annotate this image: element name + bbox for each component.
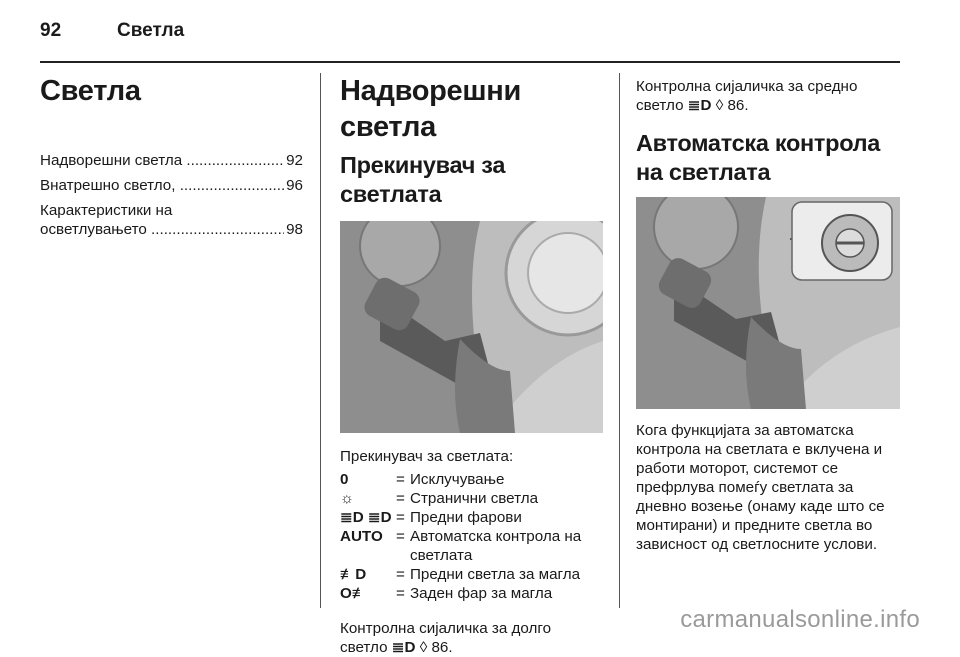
low-beam-indicator-note: Контролна сијаличка за средно светло ≣D ◊ 86.	[636, 78, 858, 114]
header-rule	[40, 61, 900, 63]
table-of-contents	[40, 151, 303, 239]
auto-icon: AUTO	[340, 528, 383, 545]
chapter-toc-column	[40, 73, 303, 245]
legend-item-sidelights: ☼ = Странични светла	[340, 490, 539, 507]
high-beam-indicator-note: Контролна сијаличка за долго светло ≣D ◊ 86.	[340, 620, 552, 656]
toc-entry-interior-lighting[interactable]	[40, 176, 303, 195]
legend-item-auto: AUTO = Автоматска контрола на светлата	[340, 528, 582, 564]
high-beam-icon: ≣D	[391, 639, 416, 656]
toc-entry-title: Внатрешно светло, .....	[40, 176, 284, 195]
switch-caption: Прекинувач за светлата:	[340, 448, 514, 465]
toc-entry-page: 96	[286, 177, 303, 194]
off-icon: 0	[340, 471, 349, 488]
light-switch-subheading: Прекинувач за светлата	[340, 152, 506, 207]
automatic-light-control-column	[636, 73, 900, 554]
light-switch-photo	[340, 221, 603, 433]
auto-control-description: Кога функцијата за автоматска контрола на светлата е вклучена и работи моторот, системот се префрлува помеѓу светлата за дневно возење (онаму каде што се монтирани) и предните светла во зависност од светлосните услови.	[636, 422, 885, 553]
toc-entry-title: Надворешни светла .....	[40, 151, 284, 170]
chapter-title: Светла	[40, 75, 141, 107]
toc-entry-title-line2: осветлувањето .....	[40, 220, 284, 239]
header-title: Светла	[117, 20, 185, 41]
legend-item-headlights: ≣D ≣D = Предни фарови	[340, 509, 522, 526]
exterior-lights-column	[340, 73, 603, 657]
page-number: 92	[40, 20, 62, 41]
section-heading: Надворешни светла	[340, 75, 521, 143]
toc-entry-page: 98	[286, 221, 303, 238]
legend-item-off: 0 = Исклучување	[340, 471, 505, 488]
cross-reference-icon: ◊	[715, 97, 724, 114]
low-beam-icon: ≣D	[687, 97, 712, 114]
legend-item-front-fog: ≢D = Предни светла за магла	[340, 566, 581, 583]
auto-light-switch-photo	[636, 197, 900, 409]
column-divider-left	[320, 73, 321, 608]
column-divider-right	[619, 73, 620, 608]
toc-entry-title-line1: Карактеристики на	[40, 202, 173, 219]
auto-control-heading: Автоматска контрола на светлата	[636, 130, 881, 185]
toc-entry-lighting-features[interactable]	[40, 201, 303, 239]
rear-fog-icon: O≢	[340, 585, 368, 602]
headlight-icon: ≣D ≣D	[340, 509, 392, 526]
sidelight-icon: ☼	[340, 490, 354, 507]
switch-legend	[340, 470, 603, 603]
cross-reference-page[interactable]: 86.	[431, 639, 453, 656]
front-fog-icon: ≢D	[340, 566, 367, 583]
cross-reference-icon: ◊	[419, 639, 428, 656]
legend-item-rear-fog: O≢ = Заден фар за магла	[340, 585, 553, 602]
cross-reference-page[interactable]: 86.	[727, 97, 749, 114]
watermark: carmanualsonline.info	[680, 606, 920, 633]
toc-entry-exterior-lights[interactable]	[40, 151, 303, 170]
toc-entry-page: 92	[286, 152, 303, 169]
